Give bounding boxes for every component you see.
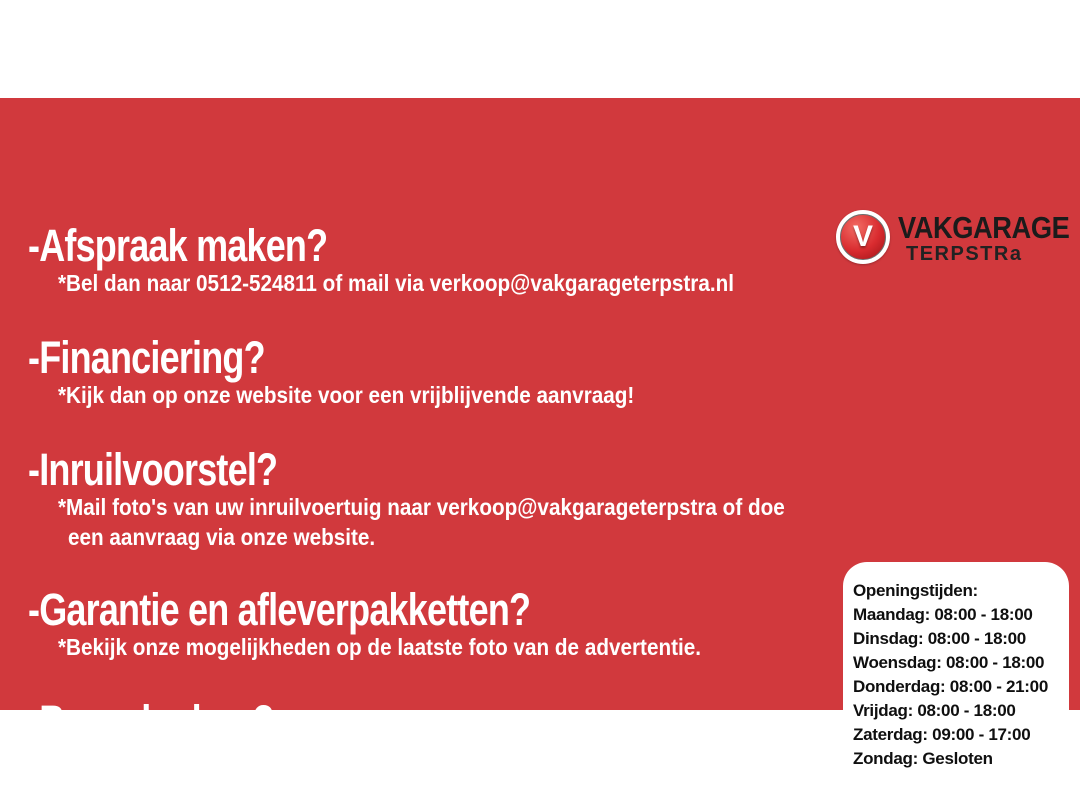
section-bezoekadres [28, 696, 564, 774]
section-heading: -Afspraak maken? [28, 220, 328, 271]
section-detail-line: *Mail foto's van uw inruilvoertuig naar verkoop@vakgarageterpstra of doe [58, 494, 785, 520]
section-detail-line: *Bekijk onze mogelijkheden op de laatste foto van de advertentie. [58, 634, 702, 660]
vakgarage-logo [836, 208, 1076, 270]
section-afspraak [28, 220, 809, 298]
section-detail-line: *Kijk dan op onze website voor een vrijblijvende aanvraag! [58, 382, 635, 408]
opening-hours-row-zaterdag: Zaterdag: 09:00 - 17:00 [853, 725, 1031, 744]
opening-hours-row-woensdag: Woensdag: 08:00 - 18:00 [853, 653, 1045, 672]
logo-v-icon: V [852, 220, 873, 253]
opening-hours-row-zondag: Zondag: Gesloten [853, 749, 993, 768]
opening-hours-row-vrijdag: Vrijdag: 08:00 - 18:00 [853, 701, 1016, 720]
logo-badge-inner-circle [840, 214, 886, 260]
section-detail-line: *Bel dan naar 0512-524811 of mail via verkoop@vakgarageterpstra.nl [58, 270, 735, 296]
opening-hours-card [843, 562, 1069, 792]
section-garantie [28, 584, 772, 662]
section-heading: -Bezoekadres? [28, 696, 274, 747]
section-heading: -Financiering? [28, 332, 265, 383]
opening-hours-row-donderdag: Donderdag: 08:00 - 21:00 [853, 677, 1048, 696]
opening-hours-title: Openingstijden: [853, 581, 978, 600]
logo-subbrand-text: TERPSTRa [906, 243, 1023, 265]
opening-hours-row-dinsdag: Dinsdag: 08:00 - 18:00 [853, 629, 1026, 648]
section-detail-line: *De Hemmen 17, 9206AS, Drachten (Friesland) [58, 746, 514, 772]
section-heading: -Inruilvoorstel? [28, 444, 278, 495]
section-financiering [28, 332, 698, 410]
opening-hours-row-maandag: Maandag: 08:00 - 18:00 [853, 605, 1033, 624]
logo-badge-circle [836, 210, 890, 264]
logo-brand-text: VAKGARAGE [898, 210, 1070, 245]
section-heading: -Garantie en afleverpakketten? [28, 584, 531, 635]
ad-background [0, 98, 1080, 772]
section-inruilvoorstel [28, 444, 866, 552]
section-detail-line: een aanvraag via onze website. [68, 524, 376, 550]
